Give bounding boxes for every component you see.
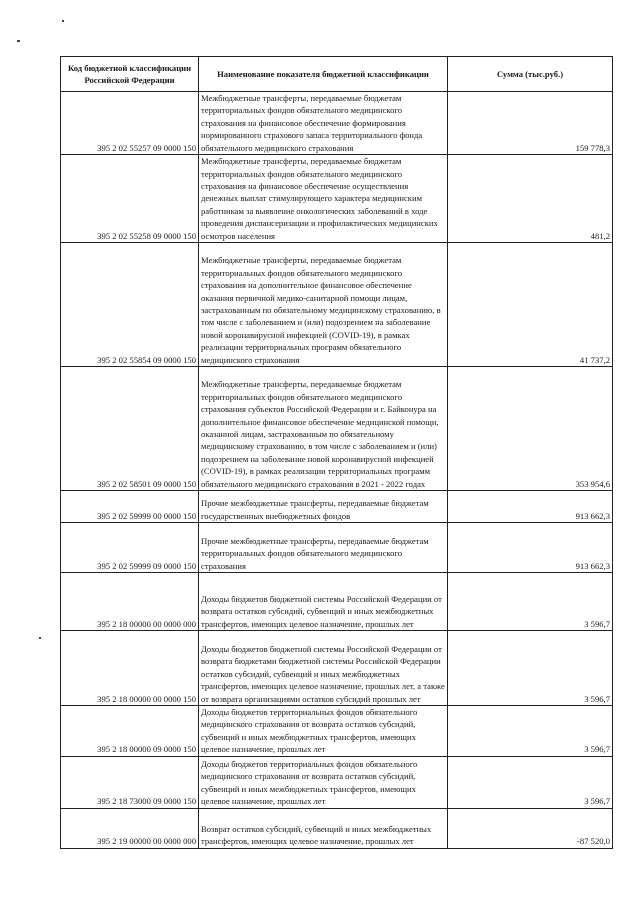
table-row [61,573,613,631]
indicator-name: Доходы бюджетов бюджетной системы Российской Федерации от возврата бюджетами бюджетной системы Российской Федерации остатков субсидий, субвенций и иных межбюджетных трансфертов, имеющих целевое назначение, прошлых лет, а также от возврата организациями остатков субсидий прошлых лет [199,631,448,706]
amount: 353 954,6 [448,367,613,491]
table-row [61,756,613,808]
budget-code: 395 2 18 00000 09 0000 150 [61,706,199,757]
indicator-name: Доходы бюджетов территориальных фондов обязательного медицинского страхования от возврата остатков субсидий, субвенций и иных межбюджетных трансфертов, имеющих целевое назначение, прошлых лет [199,706,448,757]
table-row [61,491,613,523]
scan-speck [62,20,64,22]
table-row [61,523,613,573]
budget-code: 395 2 02 59999 09 0000 150 [61,523,199,573]
header-code: Код бюджетной классификации Российской Федерации [61,57,199,92]
budget-code: 395 2 02 55257 09 0000 150 [61,92,199,155]
budget-code: 395 2 19 00000 00 0000 000 [61,808,199,848]
indicator-name: Межбюджетные трансферты, передаваемые бюджетам территориальных фондов обязательного медицинского страхования на финансовое обеспечение осуществления денежных выплат стимулирующего характера медицинским работникам за выявление онкологических заболеваний в ходе проведения диспансеризации и профилактических медицинских осмотров населения [199,155,448,243]
header-sum: Сумма (тыс.руб.) [448,57,613,92]
scan-speck [39,637,41,639]
table-row [61,92,613,155]
budget-classification-table [60,56,613,849]
budget-code: 395 2 18 73000 09 0000 150 [61,756,199,808]
amount: -87 520,0 [448,808,613,848]
table-row [61,155,613,243]
indicator-name: Прочие межбюджетные трансферты, передаваемые бюджетам территориальных фондов обязательного медицинского страхования [199,523,448,573]
indicator-name: Межбюджетные трансферты, передаваемые бюджетам территориальных фондов обязательного медицинского страхования субъектов Российской Федерации и г. Байконура на дополнительное финансовое обеспечение медицинской помощи, оказанной лицам, застрахованным по обязательному медицинскому страхованию, в том числе с заболеванием и (или) подозрением на заболевание новой коронавирусной инфекцией (COVID-19), в рамках реализации территориальных программ обязательного медицинского страхования в 2021 - 2022 годах [199,367,448,491]
table-header-row [61,57,613,92]
budget-code: 395 2 02 58501 09 0000 150 [61,367,199,491]
budget-code: 395 2 18 00000 00 0000 000 [61,573,199,631]
budget-code: 395 2 02 55258 09 0000 150 [61,155,199,243]
amount: 913 662,3 [448,491,613,523]
amount: 159 778,3 [448,92,613,155]
table-row [61,706,613,757]
indicator-name: Возврат остатков субсидий, субвенций и иных межбюджетных трансфертов, имеющих целевое назначение, прошлых лет [199,808,448,848]
budget-code: 395 2 18 00000 00 0000 150 [61,631,199,706]
amount: 3 596,7 [448,706,613,757]
amount: 913 662,3 [448,523,613,573]
amount: 41 737,2 [448,243,613,367]
indicator-name: Доходы бюджетов бюджетной системы Российской Федерации от возврата остатков субсидий, субвенций и иных межбюджетных трансфертов, имеющих целевое назначение, прошлых лет [199,573,448,631]
indicator-name: Доходы бюджетов территориальных фондов обязательного медицинского страхования от возврата остатков субсидий, субвенций и иных межбюджетных трансфертов, имеющих целевое назначение, прошлых лет [199,756,448,808]
table-row [61,808,613,848]
scan-speck [17,40,20,42]
table-row [61,243,613,367]
indicator-name: Межбюджетные трансферты, передаваемые бюджетам территориальных фондов обязательного медицинского страхования на финансовое обеспечение формирования нормированного страхового запаса территориального фонда обязательного медицинского страхования [199,92,448,155]
budget-code: 395 2 02 59999 00 0000 150 [61,491,199,523]
table-row [61,631,613,706]
amount: 3 596,7 [448,631,613,706]
header-name: Наименование показателя бюджетной классификации [199,57,448,92]
amount: 481,2 [448,155,613,243]
table-row [61,367,613,491]
amount: 3 596,7 [448,756,613,808]
indicator-name: Прочие межбюджетные трансферты, передаваемые бюджетам государственных внебюджетных фондов [199,491,448,523]
amount: 3 596,7 [448,573,613,631]
budget-code: 395 2 02 55854 09 0000 150 [61,243,199,367]
indicator-name: Межбюджетные трансферты, передаваемые бюджетам территориальных фондов обязательного медицинского страхования на дополнительное финансовое обеспечение оказания первичной медико-санитарной помощи лицам, застрахованным по обязательному медицинскому страхованию, в том числе с заболеванием и (или) подозрением на заболевание новой коронавирусной инфекцией (COVID-19), в рамках реализации территориальных программ обязательного медицинского страхования [199,243,448,367]
